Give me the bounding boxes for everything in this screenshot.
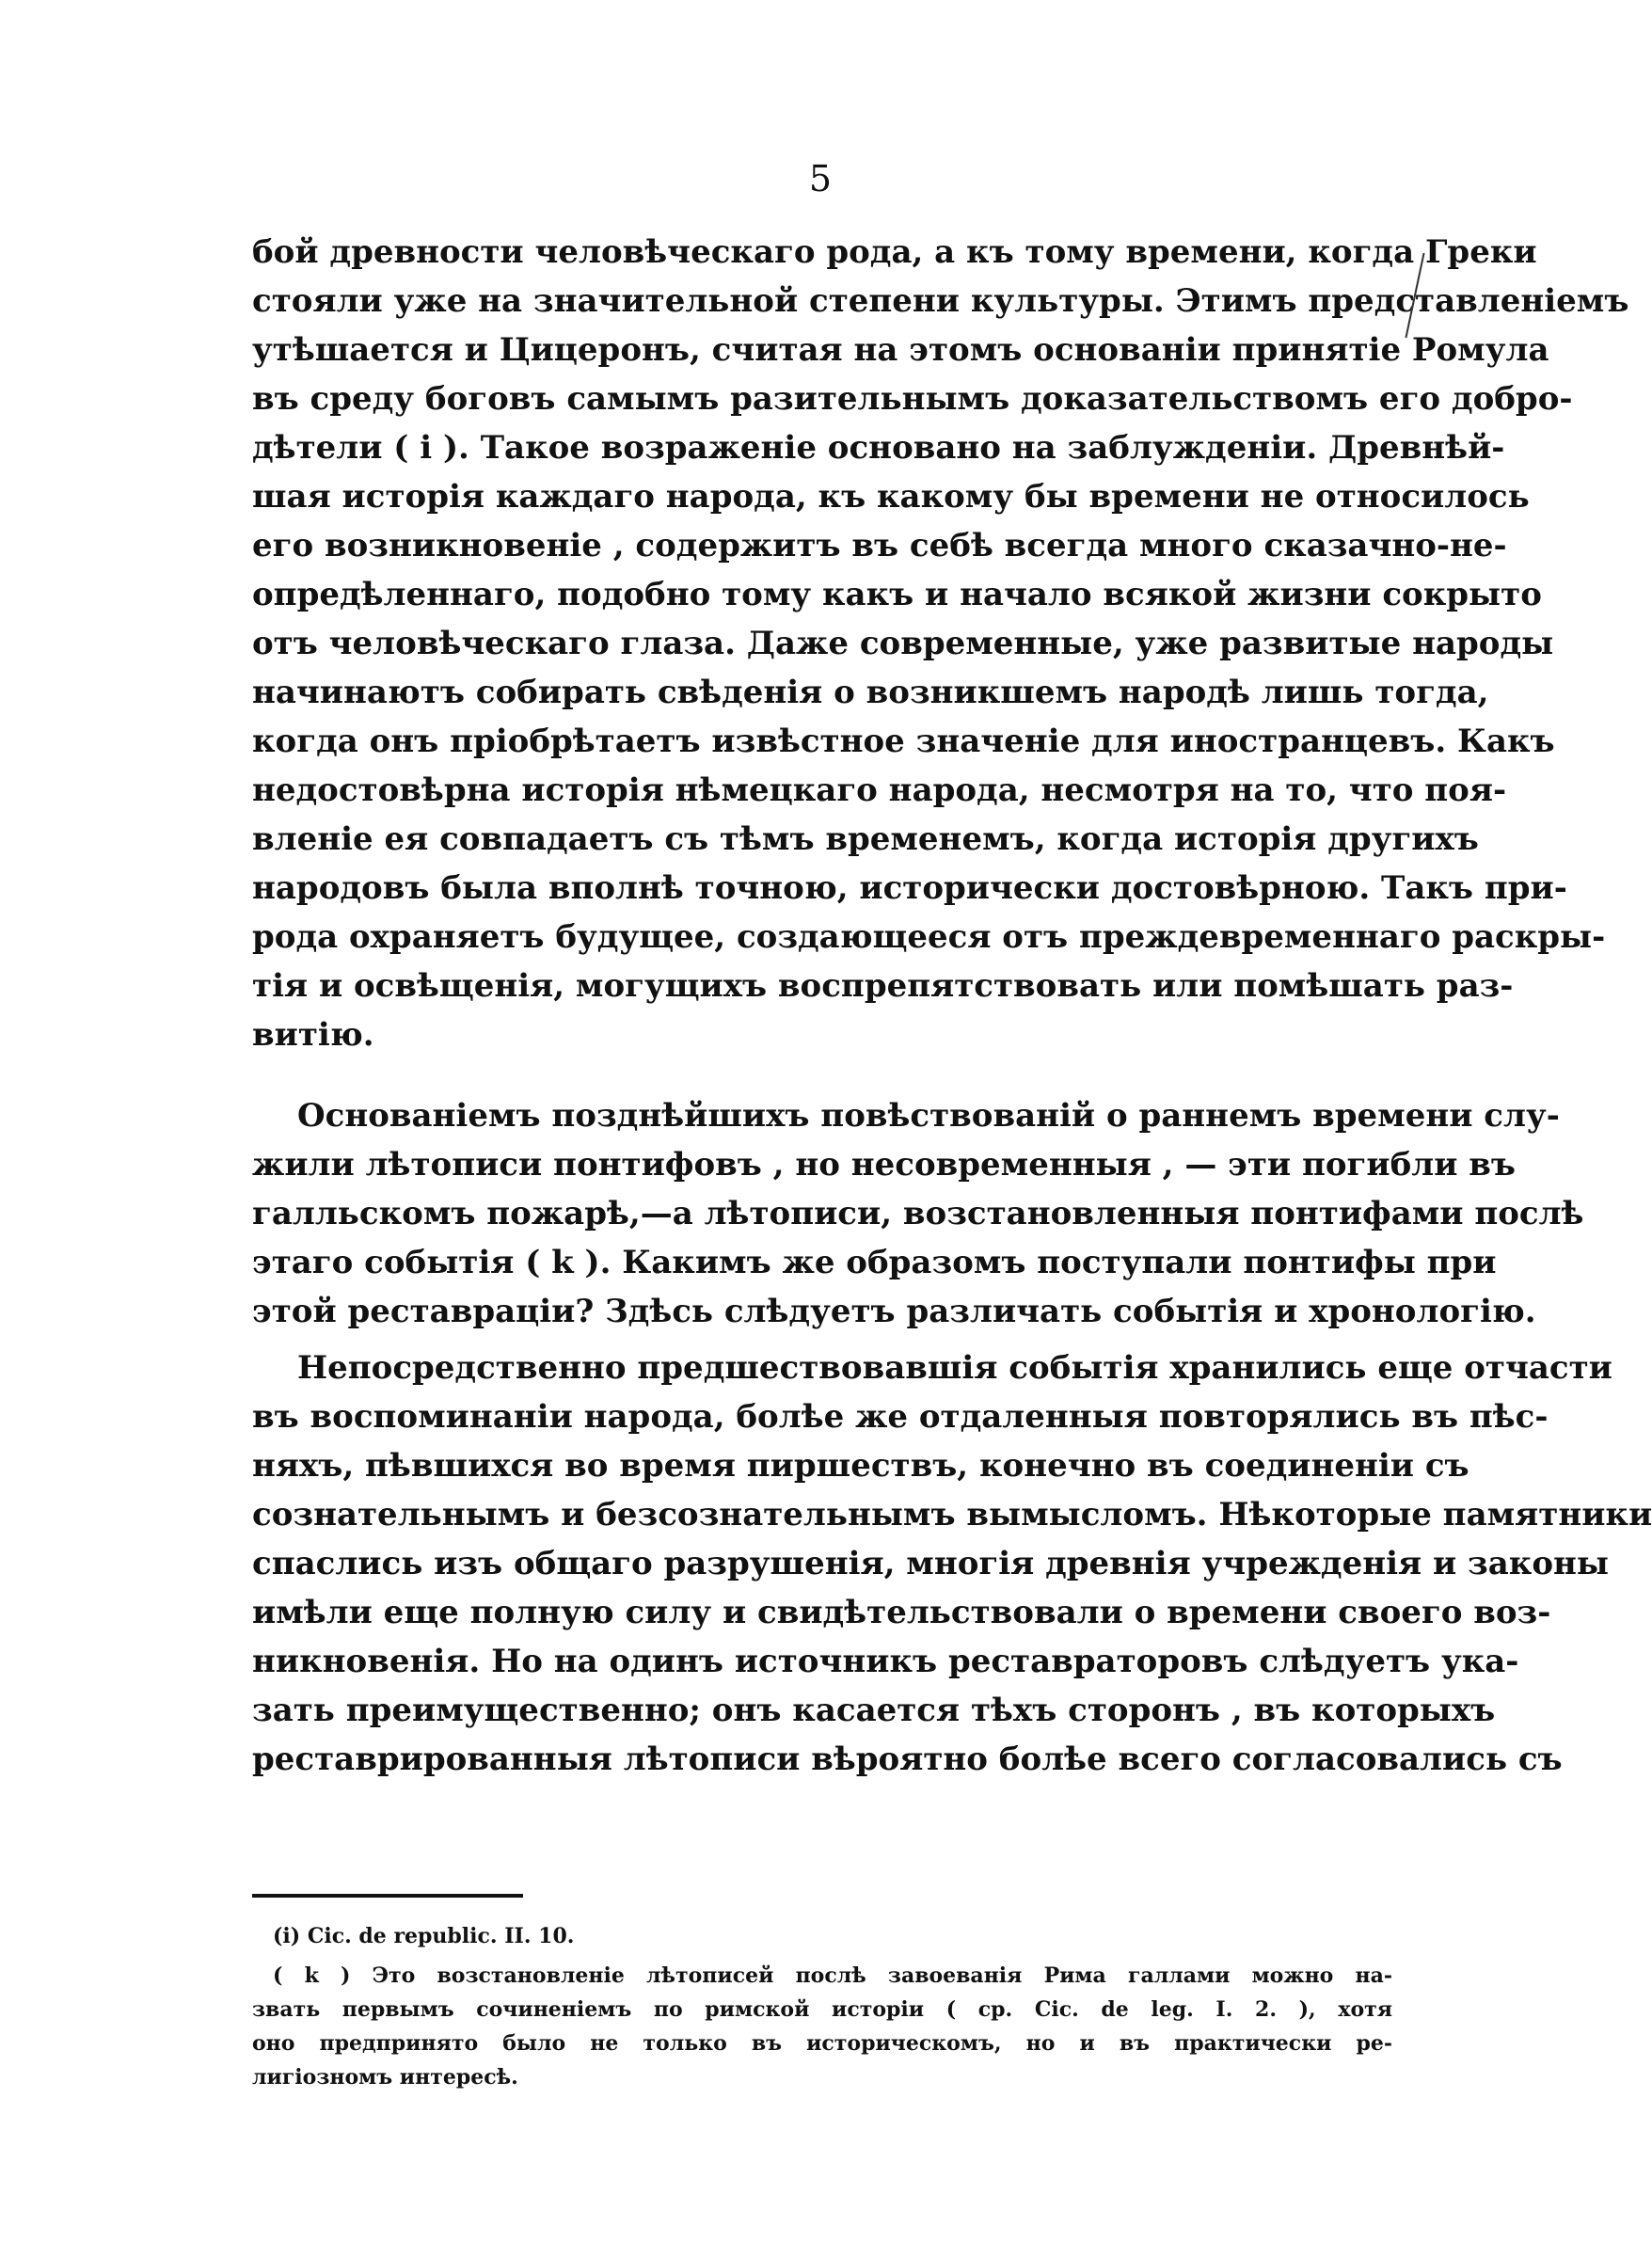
footnote-k-line: оно предпринято было не только въ историческомъ, но и въ практически ре- [252,2031,1392,2056]
text-line: утѣшается и Цицеронъ, считая на этомъ основаніи принятіе Ромула [252,331,1549,369]
text-line: реставрированныя лѣтописи вѣроятно болѣе всего согласовались съ [252,1740,1563,1778]
text-line: этаго событія ( k ). Какимъ же образомъ поступали понтифы при [252,1244,1497,1281]
text-line: вленіе ея совпадаетъ съ тѣмъ временемъ, когда исторія другихъ [252,820,1479,858]
text-line: народовъ была вполнѣ точною, исторически достовѣрною. Такъ при- [252,869,1567,907]
text-line: няхъ, пѣвшихся во время пиршествъ, конечно въ соединеніи съ [252,1447,1469,1485]
text-line: жили лѣтописи понтифовъ , но несовременныя , — эти погибли въ [252,1146,1517,1184]
text-line: бой древности человѣческаго рода, а къ тому времени, когда Греки [252,233,1537,271]
text-line: стояли уже на значительной степени культуры. Этимъ представленіемъ [252,282,1629,320]
page-number: 5 [808,158,833,199]
text-line: опредѣленнаго, подобно тому какъ и начало всякой жизни сокрыто [252,576,1542,613]
text-line: витію. [252,1016,374,1054]
text-line: въ среду боговъ самымъ разительнымъ доказательствомъ его добро- [252,380,1573,418]
footnote-divider [252,1894,523,1898]
text-line: галльскомъ пожарѣ,—а лѣтописи, возстановленныя понтифами послѣ [252,1195,1584,1232]
text-line: этой реставраціи? Здѣсь слѣдуетъ различать событія и хронологію. [252,1293,1536,1330]
text-line: никновенія. Но на одинъ источникъ реставраторовъ слѣдуетъ ука- [252,1643,1519,1680]
footnotes [252,1919,1392,2094]
text-line: когда онъ пріобрѣтаетъ извѣстное значеніе для иностранцевъ. Какъ [252,723,1555,760]
text-line: сознательнымъ и безсознательнымъ вымысломъ. Нѣкоторые памятники [252,1496,1652,1534]
text-line: зать преимущественно; онъ касается тѣхъ сторонъ , въ которыхъ [252,1692,1496,1729]
text-line: тія и освѣщенія, могущихъ воспрепятствовать или помѣшать раз- [252,967,1514,1005]
footnote-i: (i) Cic. de republic. II. 10. [273,1924,575,1948]
text-line: имѣли еще полную силу и свидѣтельствовали о времени своего воз- [252,1594,1551,1631]
text-line: Основаніемъ позднѣйшихъ повѣствованій о раннемъ времени слу- [297,1097,1560,1135]
text-line: рода охраняетъ будущее, создающееся отъ преждевременнаго раскры- [252,918,1606,956]
text-line: недостовѣрна исторія нѣмецкаго народа, несмотря на то, что поя- [252,771,1507,809]
paragraph-1 [252,228,1629,1059]
text-line: дѣтели ( i ). Такое возраженіе основано на заблужденіи. Древнѣй- [252,429,1505,467]
text-line: его возникновеніе , содержитъ въ себѣ всегда много сказачно-не- [252,527,1507,564]
footnote-k-line: звать первымъ сочиненіемъ по римской исторіи ( ср. Cic. de leg. I. 2. ), хотя [252,1997,1392,2022]
text-line: шая исторія каждаго народа, къ какому бы времени не относилось [252,478,1530,516]
text-line: Непосредственно предшествовавшія событія хранились еще отчасти [297,1349,1612,1387]
footnote-k-line: лигіозномъ интересѣ. [252,2065,518,2090]
text-line: въ воспоминаніи народа, болѣе же отдаленныя повторялись въ пѣс- [252,1398,1549,1436]
text-line: начинаютъ собирать свѣденія о возникшемъ народѣ лишь тогда, [252,674,1489,711]
text-line: отъ человѣческаго глаза. Даже современные, уже развитые народы [252,625,1554,662]
text-line: спаслись изъ общаго разрушенія, многія древнія учрежденія и законы [252,1545,1609,1582]
footnote-k-line: ( k ) Это возстановленіе лѣтописей послѣ завоеванія Рима галлами можно на- [273,1963,1392,1988]
paragraph-3 [252,1343,1652,1784]
paragraph-2 [252,1091,1584,1336]
